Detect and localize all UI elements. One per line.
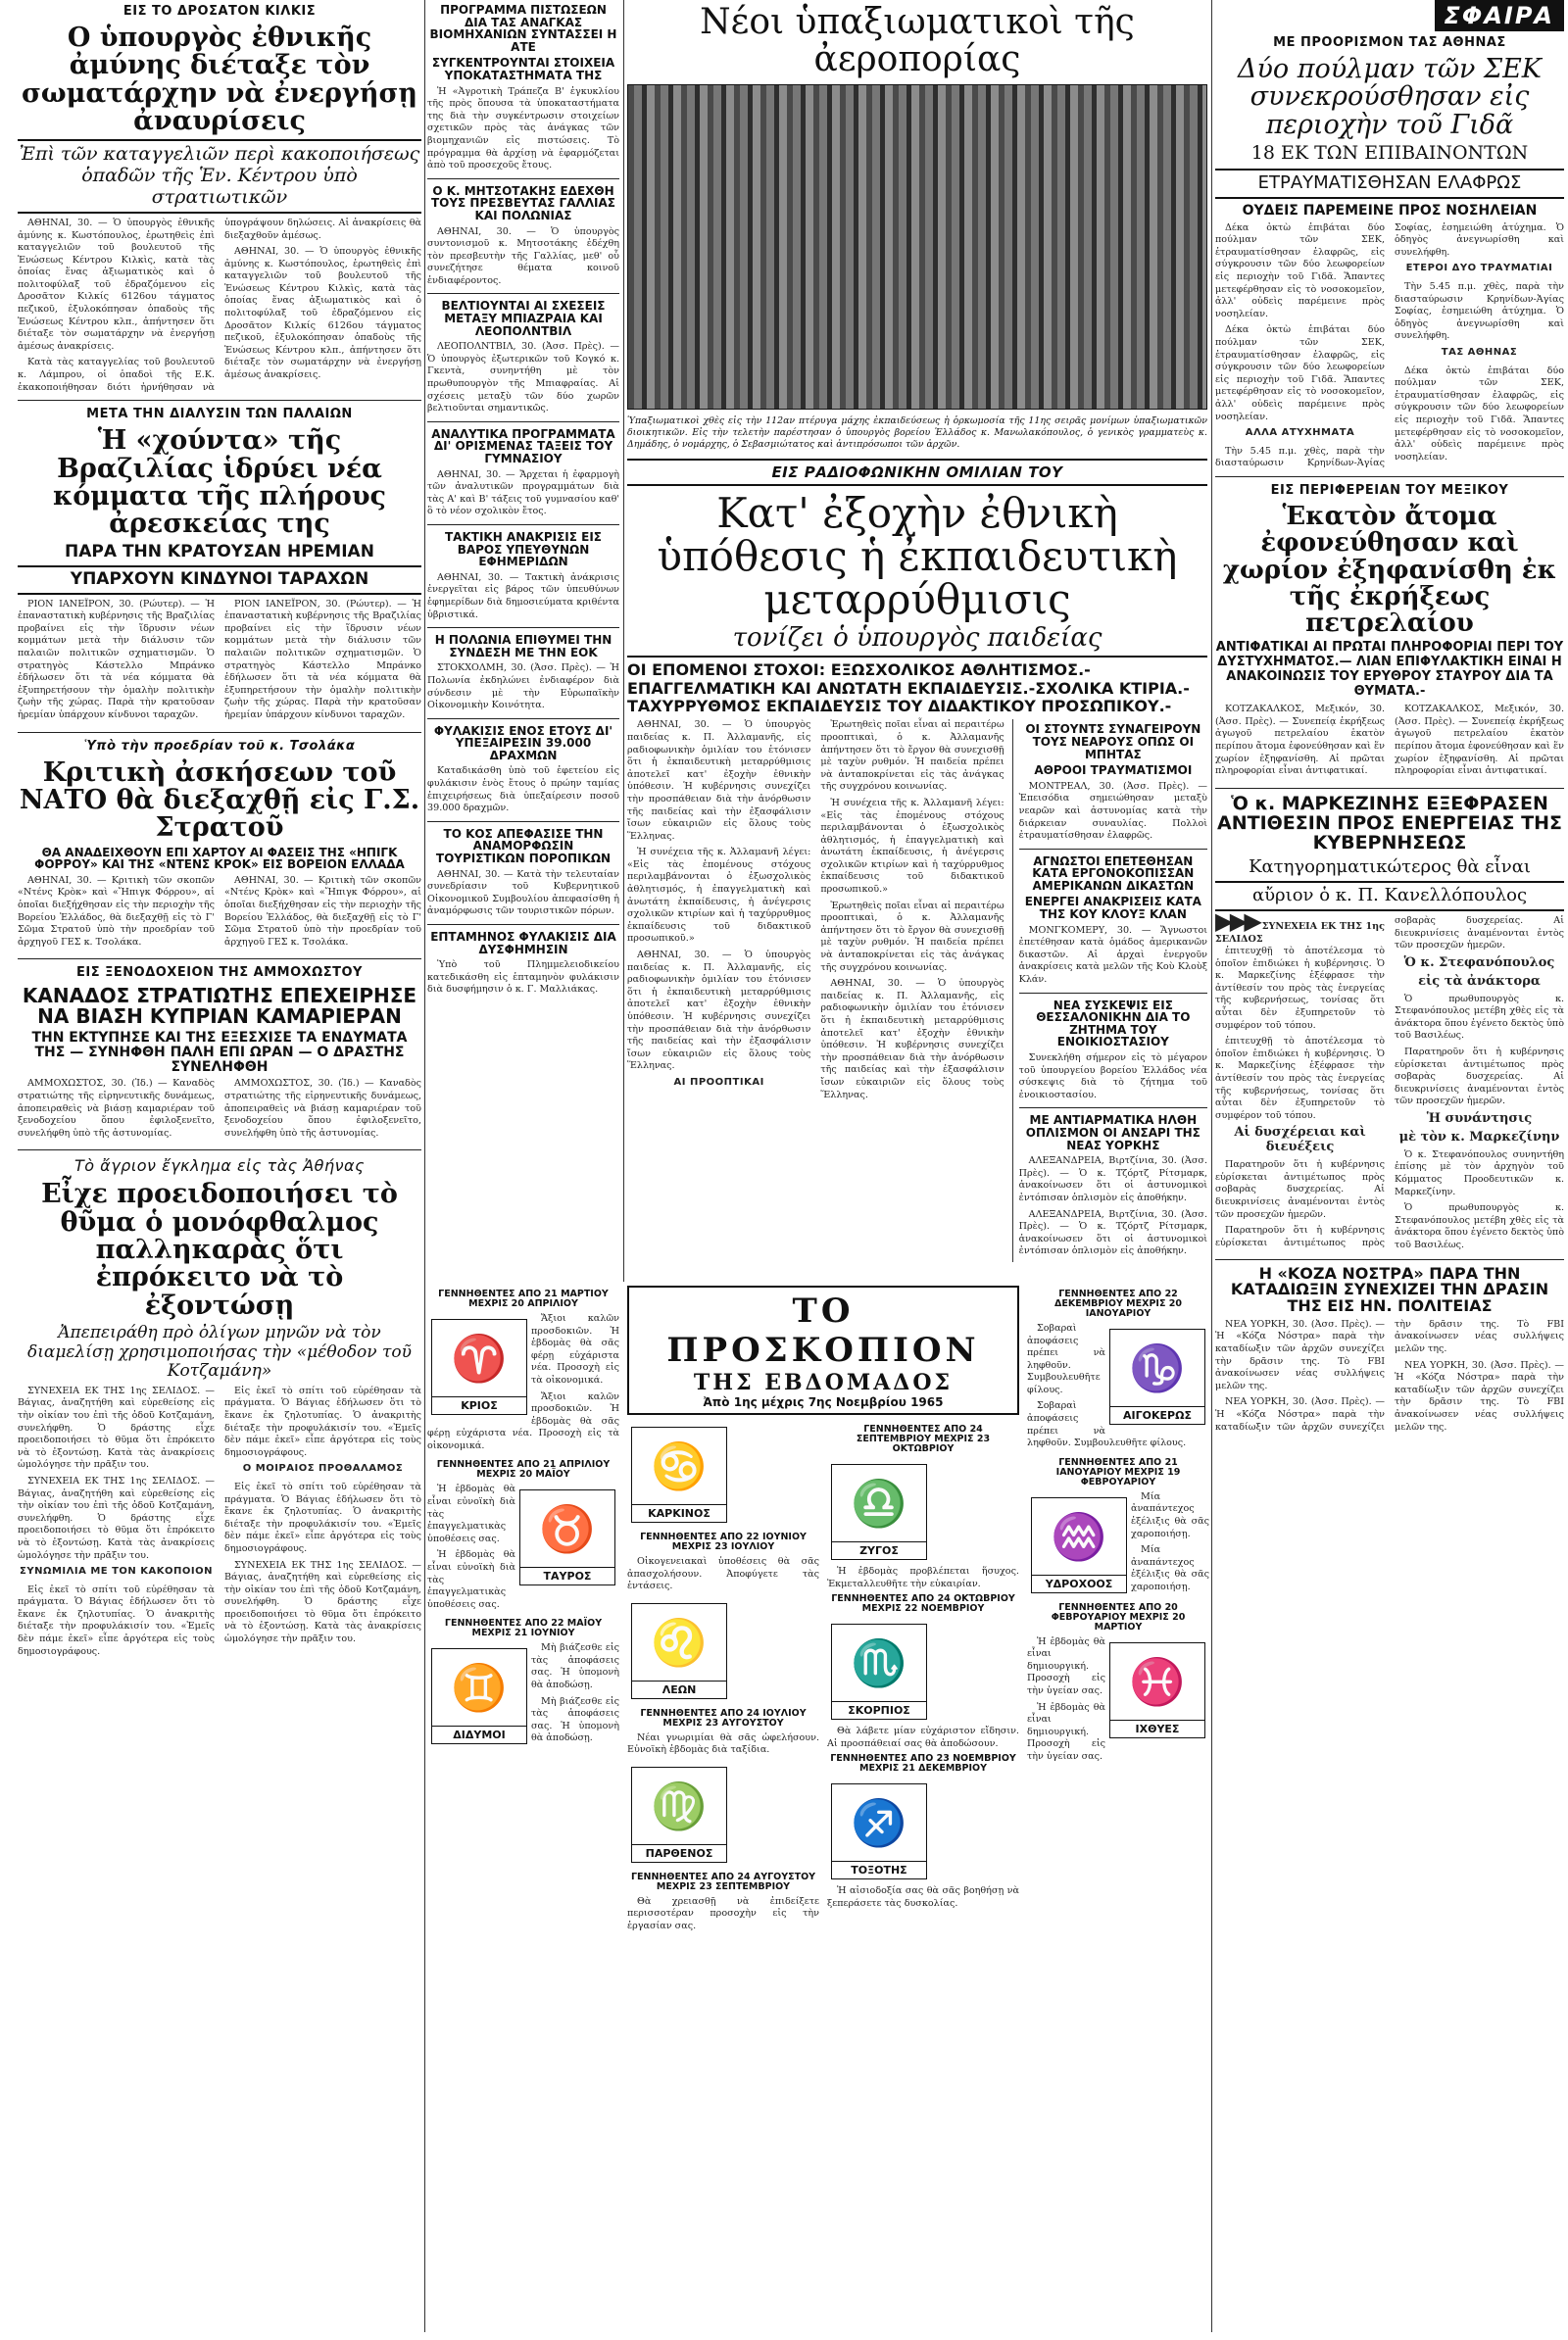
article-gymnasium: ΑΘΗΝΑΙ, 30. — Ἄρχεται ἡ ἐφαρμογὴ τῶν ἀναλυτικῶν προγραμμάτων διὰ τὰς Α' καὶ Β' τάξεις τοῦ γυμνασίου καθ' ὃ τὸ νέον σχολικὸν ἔτος. (427, 468, 619, 517)
subhead-canadian-soldier: ΤΗΝ ΕΚΤΥΠΗΣΕ ΚΑΙ ΤΗΣ ΕΞΕΣΧΙΣΕ ΤΑ ΕΝΔΥΜΑΤΑ ΤΗΣ — ΣΥΝΗΦΘΗ ΠΑΛΗ ΕΠΙ ΩΡΑΝ — Ο ΔΡΑΣΤΗΣ ΣΥΝΕΛΗΦΘΗ (31, 1030, 408, 1075)
headline-minister-defense: Ο ὑπουργὸς ἐθνικῆς ἀμύνης διέταξε τὸν σωματάρχην νὰ ἐνεργήσῃ ἀναυρίσεις (22, 23, 417, 137)
article-judges: ΜΟΝΓΚΟΜΕΡΥ, 30. — Ἄγνωστοι ἐπετέθησαν κατὰ ὁμάδος ἀμερικανῶν δικαστῶν. Αἱ ἀρχαὶ ἐνεργοῦν ἀνακρίσεις κατὰ μελῶν τῆς Κοὺ Κλοὺξ Κλάν. (1018, 924, 1207, 986)
scales-icon: ♎ (851, 1476, 907, 1530)
kicker-montreal: ΟΙ ΣΤΟΥΝΤΣ ΣΥΝΑΓΕΙΡΟΥΝ ΤΟΥΣ ΝΕΑΡΟΥΣ ΟΠΩΣ ΟΙ ΜΠΗΤΑΣ (1025, 722, 1201, 761)
section-logo: ΣΦΑΙΡΑ (1435, 0, 1564, 31)
horoscope-header (627, 1286, 1019, 1415)
subhead-minister-education: τονίζει ὁ ὑπουργὸς παιδείας (732, 622, 1102, 653)
subhead-mexico: ΑΝΤΙΦΑΤΙΚΑΙ ΑΙ ΠΡΩΤΑΙ ΠΛΗΡΟΦΟΡΙΑΙ ΠΕΡΙ ΤΟΥ ΔΥΣΤΥΧΗΜΑΤΟΣ.— ΛΙΑΝ ΕΠΙΦΥΛΑΚΤΙΚΗ ΕΙΝΑΙ Η ΑΝΑΚΟΙΝΩΣΙΣ ΤΟΥ ΕΡΥΘΡΟΥ ΣΤΑΥΡΟΥ ΔΙΑ ΤΑ ΘΥΜΑΤΑ.- (1215, 640, 1564, 700)
column-right (1215, 0, 1564, 2332)
article-thessaloniki: Συνεκλήθη σήμερον εἰς τὸ μέγαρον τοῦ ὑπουργείου βορείου Ἑλλάδος νέα σύσκεψις διὰ τὸ ζήτημα τοῦ ἐνοικιοστασίου. (1018, 1052, 1207, 1100)
crab-icon: ♋ (651, 1439, 708, 1492)
archer-icon: ♐ (851, 1796, 907, 1850)
sign-leon: ♌ ΛΕΩΝ (631, 1603, 727, 1699)
sign-ydroxoos: ♒ ΥΔΡΟΧΟΟΣ (1031, 1497, 1127, 1593)
kicker-thessaloniki: ΝΕΑ ΣΥΣΚΕΨΙΣ ΕΙΣ ΘΕΣΣΑΛΟΝΙΚΗΝ ΔΙΑ ΤΟ ΖΗΤΗΜΑ ΤΟΥ ΕΝΟΙΚΙΟΣΤΑΣΙΟΥ (1036, 998, 1191, 1049)
article-cosa-nostra: ΝΕΑ ΥΟΡΚΗ, 30. (Ἀσσ. Πρὲς). — Ἡ «Κόζα Νόστρα» παρὰ τὴν καταδίωξιν τῶν ἀρχῶν συνεχίζει τὴν δρᾶσιν της. Τὸ FBI ἀνακοίνωσεν νέας συλλήψεις μελῶν της. ΝΕΑ ΥΟΡΚΗ, 30. (Ἀσσ. Πρὲς). — Ἡ «Κόζα Νόστρα» παρὰ τὴν καταδίωξιν τῶν ἀρχῶν συνεχίζει τὴν δρᾶσιν της. Τὸ FBI ἀνακοίνωσεν νέας συλλήψεις μελῶν της. ΝΕΑ ΥΟΡΚΗ, 30. (Ἀσσ. Πρὲς). — Ἡ «Κόζα Νόστρα» παρὰ τὴν καταδίωξιν τῶν ἀρχῶν συνεχίζει τὴν δρᾶσιν της. Τὸ FBI ἀνακοίνωσεν νέας συλλήψεις μελῶν της. (1215, 1318, 1564, 1433)
sign-zygos: ♎ ΖΥΓΟΣ (831, 1464, 927, 1560)
lion-icon: ♌ (651, 1615, 708, 1669)
kicker-poland: Η ΠΟΛΩΝΙΑ ΕΠΙΘΥΜΕΙ ΤΗΝ ΣΥΝΔΕΣΗ ΜΕ ΤΗΝ ΕΟΚ (434, 633, 612, 659)
sign-karkinos: ♋ ΚΑΡΚΙΝΟΣ (631, 1427, 727, 1523)
kicker-athens-bound: ΜΕ ΠΡΟΟΡΙΣΜΟΝ ΤΑΣ ΑΘΗΝΑΣ (1273, 35, 1506, 50)
sign-krios: ♈ ΚΡΙΟΣ (431, 1319, 527, 1415)
subhead-education-goals: ΟΙ ΕΠΟΜΕΝΟΙ ΣΤΟΧΟΙ: ΕΞΩΣΧΟΛΙΚΟΣ ΑΘΛΗΤΙΣΜΟΣ.-ΕΠΑΓΓΕΛΜΑΤΙΚΗ ΚΑΙ ΑΝΩΤΑΤΗ ΕΚΠΑΙΔΕΥΣΙΣ.-ΣΧΟΛΙΚΑ ΚΤΙΡΙΑ.-ΤΑΧΥΡΡΥΘΜΟΣ ΕΚΠΑΙΔΕΥΣΙΣ ΤΟΥ ΔΙΔΑΚΤΙΚΟΥ ΠΡΟΣΩΠΙΚΟΥ.- (627, 656, 1207, 715)
kicker-judges: ΑΓΝΩΣΤΟΙ ΕΠΕΤΕΘΗΣΑΝ ΚΑΤΑ ΕΡΓΟΝΟΚΟΠΙΣΣΑΝ ΑΜΕΡΙΚΑΝΩΝ ΔΙΚΑΣΤΩΝ (1032, 853, 1195, 893)
kicker-kilkis: ΕΙΣ ΤΟ ΔΡΟΣΑΤΟΝ ΚΙΛΚΙΣ (122, 4, 317, 19)
twins-icon: ♊ (451, 1661, 508, 1715)
kicker-ate-program: ΠΡΟΓΡΑΜΜΑ ΠΙΣΤΩΣΕΩΝ ΔΙΑ ΤΑΣ ΑΝΑΓΚΑΣ ΒΙΟΜΗΧΑΝΙΩΝ ΣΥΝΤΑΣΣΕΙ Η ΑΤΕ (429, 3, 617, 54)
kicker-kos: ΤΟ ΚΟΣ ΑΠΕΦΑΣΙΣΕ ΤΗΝ ΑΝΑΜΟΡΦΩΣΙΝ ΤΟΥΡΙΣΤΙΚΩΝ ΠΟΡΟΠΙΚΩΝ (435, 826, 612, 866)
article-kilkis: ΑΘΗΝΑΙ, 30. — Ὁ ὑπουργὸς ἐθνικῆς ἀμύνης κ. Κωστόπουλος, ἐρωτηθεὶς ἐπὶ καταγγελιῶν τοῦ βουλευτοῦ τῆς Ἑνώσεως Κέντρου Κιλκὶς, κατὰ τὰς ὁποίας ἕνας ἀξιωματικὸς καὶ ὁ πολιτοφύλαξ τοῦ ἐδραζόμενου εἰς Δροσᾶτον Κιλκίς 6126ου τάγματος πεζικοῦ, ἐξυλοκόπησαν ὁπαδοὺς τῆς Ἑνώσεως Κέντρου κλπ., ἀπήντησεν ὅτι διέταξε τὸν σωματάρχην νὰ ἐνεργήσῃ ἀμέσως ἀνακρίσεις. Κατὰ τὰς καταγγελίας τοῦ βουλευτοῦ κ. Λάμπρου, οἱ ὁπαδοὶ τῆς Ε.Κ. ἐκακοποιήθησαν διότι ἠρνήθησαν νὰ ὑπογράψουν δηλώσεις. Αἱ ἀνακρίσεις θὰ διεξαχθοῦν ἀμέσως. ΑΘΗΝΑΙ, 30. — Ὁ ὑπουργὸς ἐθνικῆς ἀμύνης κ. Κωστόπουλος, ἐρωτηθεὶς ἐπὶ καταγγελιῶν τοῦ βουλευτοῦ τῆς Ἑνώσεως Κέντρου Κιλκὶς, κατὰ τὰς ὁποίας ἕνας ἀξιωματικὸς καὶ ὁ πολιτοφύλαξ τοῦ ἐδραζόμενου εἰς Δροσᾶτον Κιλκίς 6126ου τάγματος πεζικοῦ, ἐξυλοκόπησαν ὁπαδοὺς τῆς Ἑνώσεως Κέντρου κλπ., ἀπήντησεν ὅτι διέταξε τὸν σωματάρχην νὰ ἐνεργήσῃ ἀμέσως ἀνακρίσεις. (18, 217, 421, 393)
horoscope-dates: Ἀπὸ 1ης μέχρις 7ης Νοεμβρίου 1965 (703, 1395, 944, 1409)
article-nato: ΑΘΗΝΑΙ, 30. — Κριτικὴ τῶν σκοπῶν «Ντένς Κρὸκ» καὶ «Ἤπιγκ Φόρρου», αἱ ὁποῖαι διεξήχθησαν εἰς τὴν περιοχὴν τῆς Βορείου Ἑλλάδος, θὰ διεξαχθῇ εἰς τὸ Γ' Σῶμα Στρατοῦ ὑπὸ τὴν προεδρίαν τοῦ ἀρχηγοῦ ΓΕΣ κ. Τσολάκα. ΑΘΗΝΑΙ, 30. — Κριτικὴ τῶν σκοπῶν «Ντένς Κρὸκ» καὶ «Ἤπιγκ Φόρρου», αἱ ὁποῖαι διεξήχθησαν εἰς τὴν περιοχὴν τῆς Βορείου Ἑλλάδος, θὰ διεξαχθῇ εἰς τὸ Γ' Σῶμα Στρατοῦ ὑπὸ τὴν προεδρίαν τοῦ ἀρχηγοῦ ΓΕΣ κ. Τσολάκα. (18, 874, 421, 948)
water-bearer-icon: ♒ (1051, 1509, 1107, 1563)
horoscope-title: ΤΟ ΠΡΟΣΚΟΠΙΟΝ (666, 1292, 980, 1370)
sign-skorpios: ♏ ΣΚΟΡΠΙΟΣ (831, 1624, 927, 1720)
article-montreal: ΜΟΝΤΡΕΑΛ, 30. (Ἀσσ. Πρὲς). — Ἐπεισόδια σημειώθησαν μεταξὺ νεαρῶν καὶ ἀστυνομίας κατὰ τὴν διάρκειαν συναυλίας. Πολλοὶ ἐτραυματίσθησαν ἐλαφρῶς. (1018, 780, 1207, 842)
subhead-no-hospital: ΟΥΔΕΙΣ ΠΑΡΕΜΕΙΝΕ ΠΡΟΣ ΝΟΣΗΛΕΙΑΝ (1242, 202, 1538, 219)
sign-aigokeros: ♑ ΑΙΓΟΚΕΡΩΣ (1109, 1329, 1205, 1425)
kicker-defamation: ΕΠΤΑΜΗΝΟΣ ΦΥΛΑΚΙΣΙΣ ΔΙΑ ΔΥΣΦΗΜΗΣΙΝ (430, 930, 616, 956)
horoscope-subtitle: ΤΗΣ ΕΒΔΟΜΑΔΟΣ (693, 1370, 954, 1395)
kicker-congo: ΒΕΛΤΙΟΥΝΤΑΙ ΑΙ ΣΧΕΣΕΙΣ ΜΕΤΑΞΥ ΜΠΙΑΖΡΑΙΑ ΚΑΙ ΛΕΟΠΟΛΝΤΒΙΛ (441, 299, 606, 338)
kicker-antitank: ΜΕ ΑΝΤΙΑΡΜΑΤΙΚΑ ΗΛΘΗ ΟΠΛΙΣΜΟΝ ΟΙ ΑΝΣΑΡΙ ΤΗΣ ΝΕΑΣ ΥΟΡΚΗΣ (1025, 1113, 1200, 1152)
headline-buses-collided: Δύο πούλμαν τῶν ΣΕΚ συνεκρούσθησαν εἰς περιοχὴν τοῦ Γιδᾶ (1238, 54, 1542, 140)
subhead-one-eyed: Ἀπεπειράθη πρὸ ὀλίγων μηνῶν νὰ τὸν διαμελίσῃ χρησιμοποιήσας τὴν «μέθοδον τοῦ Κοτζαμάνη» (26, 1323, 413, 1382)
headline-brazil-junta: Ἡ «χούντα» τῆς Βραζιλίας ἱδρύει νέα κόμματα τῆς πλήρους ἀρεσκείας της (53, 425, 386, 540)
photo-air-force-ncos (627, 84, 1207, 410)
caption-air-force: Ὑπαξιωματικοὶ χθὲς εἰς τὴν 112αν πτέρυγα μάχης ἐκπαιδεύσεως ἡ ὁρκωμοσία τῆς 11ης σειρᾶς μονίμων ὑπαξιωματικῶν διοικητικῶν. Εἰς τὴν τελετὴν παρέστησαν ὁ ὑπουργὸς βορείου Ἑλλάδος κ. Μανωλακόπουλος, ὁ γενικὸς γραμματεὺς κ. Δημάδης, ὁ νομάρχης, ὁ Σεβασμιώτατος καὶ ἀντιπρόσωποι τῶν ἀρχῶν. (627, 414, 1207, 450)
headline-markezinis: Ὁ κ. ΜΑΡΚΕΖΙΝΗΣ ΕΞΕΦΡΑΣΕΝ ΑΝΤΙΘΕΣΙΝ ΠΡΟΣ ΕΝΕΡΓΕΙΑΣ ΤΗΣ ΚΥΒΕΡΝΗΣΕΩΣ (1217, 792, 1562, 853)
article-kos: ΑΘΗΝΑΙ, 30. — Κατὰ τὴν τελευταίαν συνεδρίασιν τοῦ Κυβερνητικοῦ Οἰκονομικοῦ Συμβουλίου ἀπεφασίσθη ἡ ἀναμόρφωσις τῶν τουριστικῶν πόρων. (427, 868, 619, 917)
sign-toxotis: ♐ ΤΟΞΟΤΗΣ (831, 1783, 927, 1879)
arrow-icon: ▶▶▶ (1215, 905, 1259, 935)
column-briefs (427, 0, 619, 1282)
kicker-ammochostos: ΕΙΣ ΞΕΝΟΔΟΧΕΙΟΝ ΤΗΣ ΑΜΜΟΧΩΣΤΟΥ (76, 965, 363, 981)
headline-education-reform: Κατ' ἐξοχὴν ἐθνικὴ ὑπόθεσις ἡ ἐκπαιδευτικὴ μεταρρύθμισις (657, 488, 1178, 623)
kicker-radio: ΕΙΣ ΡΑΔΙΟΦΩΝΙΚΗΝ ΟΜΙΛΙΑΝ ΤΟΥ (627, 459, 1207, 486)
article-brazil: ΡΙΟΝ ΙΑΝΕΪΡΟΝ, 30. (Ρώυτερ). — Ἡ ἐπαναστατικὴ κυβέρνησις τῆς Βραζιλίας προβαίνει εἰς τὴν ἵδρυσιν νέων κομμάτων μετὰ τὴν διάλυσιν τῶν παλαιῶν πολιτικῶν σχηματισμῶν. Ὁ στρατηγὸς Κάστελλο Μπράνκο ἐδήλωσεν ὅτι τὰ νέα κόμματα θὰ ἐξυπηρετήσουν τὴν ὁμαλὴν πολιτικὴν ζωὴν τῆς χώρας. Παρὰ τὴν κρατοῦσαν ἠρεμίαν ὑπάρχουν κίνδυνοι ταραχῶν. ΡΙΟΝ ΙΑΝΕΪΡΟΝ, 30. (Ρώυτερ). — Ἡ ἐπαναστατικὴ κυβέρνησις τῆς Βραζιλίας προβαίνει εἰς τὴν ἵδρυσιν νέων κομμάτων μετὰ τὴν διάλυσιν τῶν παλαιῶν πολιτικῶν σχηματισμῶν. Ὁ στρατηγὸς Κάστελλο Μπράνκο ἐδήλωσεν ὅτι τὰ νέα κόμματα θὰ ἐξυπηρετήσουν τὴν ὁμαλὴν πολιτικὴν ζωὴν τῆς χώρας. Παρὰ τὴν κρατοῦσαν ἠρεμίαν ὑπάρχουν κίνδυνοι ταραχῶν. (18, 598, 421, 721)
headline-one-eyed: Εἶχε προειδοποιήσει τὸ θῦμα ὁ μονόφθαλμος παλληκαρὰς ὅτι ἐπρόκειτο νὰ τὸ ἐξοντώσῃ (41, 1179, 398, 1321)
article-poland: ΣΤΟΚΧΟΛΜΗ, 30. (Ἀσσ. Πρὲς). — Ἡ Πολωνία ἐκδηλώνει ἐνδιαφέρον διὰ σύνδεσιν μὲ τὴν Εὐρωπαϊκὴν Οἰκονομικὴν Κοινότητα. (427, 662, 619, 711)
subhead-brazil-risk: ΥΠΑΡΧΟΥΝ ΚΙΝΔΥΝΟΙ ΤΑΡΑΧΩΝ (18, 565, 421, 595)
kicker-brazil: ΜΕΤΑ ΤΗΝ ΔΙΑΛΥΣΙΝ ΤΩΝ ΠΑΛΑΙΩΝ (86, 407, 353, 422)
subhead-brazil-calm: ΠΑΡΑ ΤΗΝ ΚΡΑΤΟΥΣΑΝ ΗΡΕΜΙΑΝ (65, 541, 374, 561)
bull-icon: ♉ (539, 1502, 596, 1556)
article-one-eyed: ΣΥΝΕΧΕΙΑ ΕΚ ΤΗΣ 1ης ΣΕΛΙΔΟΣ. — Βάγιας, ἀναζητήθη καὶ εὑρεθείσης εἰς τὴν οἰκίαν του ἐπὶ τῆς ὁδοῦ Κοτζαμάνη, συνελήφθη. Ὁ δράστης εἶχε προειδοποιήσει τὸ θῦμα ὅτι ἐπρόκειτο νὰ τὸ ἐξοντώσῃ. Κατὰ τὰς ἀνακρίσεις ὡμολόγησε τὴν πρᾶξιν του. ΣΥΝΕΧΕΙΑ ΕΚ ΤΗΣ 1ης ΣΕΛΙΔΟΣ. — Βάγιας, ἀναζητήθη καὶ εὑρεθείσης εἰς τὴν οἰκίαν του ἐπὶ τῆς ὁδοῦ Κοτζαμάνη, συνελήφθη. Ὁ δράστης εἶχε προειδοποιήσει τὸ θῦμα ὅτι ἐπρόκειτο νὰ τὸ ἐξοντώσῃ. Κατὰ τὰς ἀνακρίσεις ὡμολόγησε τὴν πρᾶξιν του. ΣΥΝΩΜΙΛΙΑ ΜΕ ΤΟΝ ΚΑΚΟΠΟΙΟΝ Εἰς ἐκεῖ τὸ σπίτι τοῦ εὑρέθησαν τὰ πράγματα. Ὁ Βάγιας ἐδήλωσεν ὅτι τὸ ἔκανε ἐκ ζηλοτυπίας. Ὁ ἀνακριτὴς διέταξε τὴν προφυλάκισίν του. «Ἐμεῖς δὲν πάμε ἐκεῖ» εἶπε ἀργότερα εἰς τοὺς δημοσιογράφους. Εἰς ἐκεῖ τὸ σπίτι τοῦ εὑρέθησαν τὰ πράγματα. Ὁ Βάγιας ἐδήλωσεν ὅτι τὸ ἔκανε ἐκ ζηλοτυπίας. Ὁ ἀνακριτὴς διέταξε τὴν προφυλάκισίν του. «Ἐμεῖς δὲν πάμε ἐκεῖ» εἶπε ἀργότερα εἰς τοὺς δημοσιογράφους. Ο ΜΟΙΡΑΙΟΣ ΠΡΟΘΑΛΑΜΟΣ Εἰς ἐκεῖ τὸ σπίτι τοῦ εὑρέθησαν τὰ πράγματα. Ὁ Βάγιας ἐδήλωσεν ὅτι τὸ ἔκανε ἐκ ζηλοτυπίας. Ὁ ἀνακριτὴς διέταξε τὴν προφυλάκισίν του. «Ἐμεῖς δὲν πάμε ἐκεῖ» εἶπε ἀργότερα εἰς τοὺς δημοσιογράφους. ΣΥΝΕΧΕΙΑ ΕΚ ΤΗΣ 1ης ΣΕΛΙΔΟΣ. — Βάγιας, ἀναζητήθη καὶ εὑρεθείσης εἰς τὴν οἰκίαν του ἐπὶ τῆς ὁδοῦ Κοτζαμάνη, συνελήφθη. Ὁ δράστης εἶχε προειδοποιήσει τὸ θῦμα ὅτι ἐπρόκειτο νὰ τὸ ἐξοντώσῃ. Κατὰ τὰς ἀνακρίσεις ὡμολόγησε τὴν πρᾶξιν του. (18, 1385, 421, 1657)
kicker-ate-branches: ΣΥΓΚΕΝΤΡΟΥΝΤΑΙ ΣΤΟΙΧΕΙΑ ΥΠΟΚΑΤΑΣΤΗΜΑΤΑ ΤΗΣ (431, 56, 615, 82)
kicker-gymnasium: ΑΝΑΛΥΤΙΚΑ ΠΡΟΓΡΑΜΜΑΤΑ ΔΙ' ΟΡΙΣΜΕΝΑΣ ΤΑΞΕΙΣ ΤΟΥ ΓΥΜΝΑΣΙΟΥ (431, 426, 615, 465)
article-defamation: Ὑπὸ τοῦ Πλημμελειοδικείου κατεδικάσθη εἰς ἑπταμηνὸν φυλάκισιν διὰ δυσφήμησιν ὁ κ. Γ. Μαλλιάκας. (427, 959, 619, 996)
article-embezzlement: Καταδικάσθη ὑπὸ τοῦ ἐφετείου εἰς φυλάκισιν ἑνὸς ἔτους ὁ πρώην ταμίας ἐπιχειρήσεως διὰ ὑπεξαίρεσιν ποσοῦ 39.000 δραχμῶν. (427, 765, 619, 814)
kicker-athens-crime: Τὸ ἄγριον ἔγκλημα εἰς τὰς Ἀθήνας (74, 1156, 365, 1176)
subhead-passengers: 18 ΕΚ ΤΩΝ ΕΠΙΒΑΙΝΟΝΤΩΝ (1250, 142, 1529, 165)
article-education: ΑΘΗΝΑΙ, 30. — Ὁ ὑπουργὸς παιδείας κ. Π. Ἀλλαμανῆς, εἰς ραδιοφωνικὴν ὁμιλίαν του ἐτόνισεν ὅτι ἡ ἐκπαιδευτικὴ μεταρρύθμισις ἀποτελεῖ κατ' ἐξοχὴν ἐθνικὴν ὑπόθεσιν. Ἡ κυβέρνησις συνεχίζει τὴν προσπάθειαν διὰ τὴν ἀνόρθωσιν τῆς παιδείας καὶ τὴν ἐξασφάλισιν ἴσων εὐκαιριῶν εἰς ὅλους τοὺς Ἕλληνας. Ἡ συνέχεια τῆς κ. Ἀλλαμανῆ λέγει: «Εἰς τὰς ἐπομένους στόχους περιλαμβάνονται ὁ ἐξωσχολικὸς ἀθλητισμός, ἡ ἐπαγγελματικὴ καὶ ἀνωτάτη ἐκπαίδευσις, ἡ ἀνέγερσις σχολικῶν κτιρίων καὶ ἡ ταχύρρυθμος ἐκπαίδευσις τοῦ διδακτικοῦ προσωπικοῦ.» ΑΘΗΝΑΙ, 30. — Ὁ ὑπουργὸς παιδείας κ. Π. Ἀλλαμανῆς, εἰς ραδιοφωνικὴν ὁμιλίαν του ἐτόνισεν ὅτι ἡ ἐκπαιδευτικὴ μεταρρύθμισις ἀποτελεῖ κατ' ἐξοχὴν ἐθνικὴν ὑπόθεσιν. Ἡ κυβέρνησις συνεχίζει τὴν προσπάθειαν διὰ τὴν ἀνόρθωσιν τῆς παιδείας καὶ τὴν ἐξασφάλισιν ἴσων εὐκαιριῶν εἰς ὅλους τοὺς Ἕλληνας. ΑΙ ΠΡΟΟΠΤΙΚΑΙ Ἐρωτηθεὶς ποῖαι εἶναι αἱ περαιτέρω προοπτικαὶ, ὁ κ. Ἀλλαμανῆς ἀπήντησεν ὅτι τὸ ἔργον θὰ συνεχισθῇ μὲ ταχὺν ρυθμόν. Ἡ παιδεία πρέπει νὰ ἀνταποκρίνεται εἰς τὰς ἀνάγκας τῆς συγχρόνου κοινωνίας. Ἡ συνέχεια τῆς κ. Ἀλλαμανῆ λέγει: «Εἰς τὰς ἐπομένους στόχους περιλαμβάνονται ὁ ἐξωσχολικὸς ἀθλητισμός, ἡ ἐπαγγελματικὴ καὶ ἀνωτάτη ἐκπαίδευσις, ἡ ἀνέγερσις σχολικῶν κτιρίων καὶ ἡ ταχύρρυθμος ἐκπαίδευσις τοῦ διδακτικοῦ προσωπικοῦ.» Ἐρωτηθεὶς ποῖαι εἶναι αἱ περαιτέρω προοπτικαὶ, ὁ κ. Ἀλλαμανῆς ἀπήντησεν ὅτι τὸ ἔργον θὰ συνεχισθῇ μὲ ταχὺν ρυθμόν. Ἡ παιδεία πρέπει νὰ ἀνταποκρίνεται εἰς τὰς ἀνάγκας τῆς συγχρόνου κοινωνίας. ΑΘΗΝΑΙ, 30. — Ὁ ὑπουργὸς παιδείας κ. Π. Ἀλλαμανῆς, εἰς ραδιοφωνικὴν ὁμιλίαν του ἐτόνισεν ὅτι ἡ ἐκπαιδευτικὴ μεταρρύθμισις ἀποτελεῖ κατ' ἐξοχὴν ἐθνικὴν ὑπόθεσιν. Ἡ κυβέρνησις συνεχίζει τὴν προσπάθειαν διὰ τὴν ἀνόρθωσιν τῆς παιδείας καὶ τὴν ἐξασφάλισιν ἴσων εὐκαιριῶν εἰς ὅλους τοὺς Ἕλληνας. (627, 719, 1004, 1100)
kicker-embezzlement: ΦΥΛΑΚΙΣΙΣ ΕΝΟΣ ΕΤΟΥΣ ΔΙ' ΥΠΕΞΑΙΡΕΣΙΝ 39.000 ΔΡΑΧΜΩΝ (433, 723, 613, 762)
headline-air-force: Νέοι ὑπαξιωματικοὶ τῆς ἀεροπορίας (700, 2, 1135, 79)
column-center (627, 0, 1207, 1282)
fish-icon: ♓ (1129, 1654, 1186, 1708)
subhead-injured-lightly: ΕΤΡΑΥΜΑΤΙΣΘΗΣΑΝ ΕΛΑΦΡΩΣ (1215, 169, 1564, 199)
headline-cosa-nostra: Η «ΚΟΖΑ ΝΟΣΤΡΑ» ΠΑΡΑ ΤΗΝ ΚΑΤΑΔΙΩΞΙΝ ΣΥΝΕΧΙΖΕΙ ΤΗΝ ΔΡΑΣΙΝ ΤΗΣ ΕΙΣ ΗΝ. ΠΟΛΙΤΕΙΑΣ (1230, 1263, 1549, 1316)
article-newspapers: ΑΘΗΝΑΙ, 30. — Τακτικὴ ἀνάκρισις ἐνεργεῖται εἰς βάρος τῶν ὑπευθύνων ἐφημερίδων διὰ δημοσιεύματα κριθέντα ὑβριστικά. (427, 571, 619, 620)
ram-icon: ♈ (451, 1331, 508, 1385)
article-ate: Ἡ «Ἀγροτικὴ Τράπεζα Β' ἐγκυκλίου τῆς πρὸς ὅπουσα τὰ ὑποκαταστήματα της διὰ τὴν συγκέντρωσιν στοιχείων σχετικῶν πρὸς τὰς ἀνάγκας τῶν βιομηχανιῶν εἰς πιστώσεις. Τὸ πρόγραμμα θὰ ἀρχίσῃ νὰ ἐφαρμόζεται ἀπὸ τοῦ προσεχοῦς ἔτους. (427, 85, 619, 171)
article-antitank: ΑΛΕΞΑΝΔΡΕΙΑ, Βιρτζίνια, 30. (Ἀσσ. Πρὲς). — Ὁ κ. Τζόρτζ Ρίτσμαρκ, ἀνακοίνωσεν ὅτι οἱ ἀστυνομικοὶ ἐντόπισαν ὁπλισμὸν εἰς ἀποθήκην. ΑΛΕΞΑΝΔΡΕΙΑ, Βιρτζίνια, 30. (Ἀσσ. Πρὲς). — Ὁ κ. Τζόρτζ Ρίτσμαρκ, ἀνακοίνωσεν ὅτι οἱ ἀστυνομικοὶ ἐντόπισαν ὁπλισμὸν εἰς ἀποθήκην. (1018, 1155, 1207, 1257)
subhead-more-categorical: Κατηγορηματικώτερος θὰ εἶναι (1249, 855, 1531, 877)
article-buses: Δέκα ὀκτὼ ἐπιβάται δύο πούλμαν τῶν ΣΕΚ, ἐτραυματίσθησαν ἐλαφρῶς, εἰς σύγκρουσιν τῶν δύο λεωφορείων εἰς περιοχὴν τοῦ Γιδᾶ. Ἅπαντες μετεφέρθησαν εἰς τὸ νοσοκομεῖον, ἀλλ' οὐδεὶς παρέμεινε πρὸς νοσηλείαν. Δέκα ὀκτὼ ἐπιβάται δύο πούλμαν τῶν ΣΕΚ, ἐτραυματίσθησαν ἐλαφρῶς, εἰς σύγκρουσιν τῶν δύο λεωφορείων εἰς περιοχὴν τοῦ Γιδᾶ. Ἅπαντες μετεφέρθησαν εἰς τὸ νοσοκομεῖον, ἀλλ' οὐδεὶς παρέμεινε πρὸς νοσηλείαν. ΑΛΛΑ ΑΤΥΧΗΜΑΤΑ Τὴν 5.45 π.μ. χθὲς, παρὰ τὴν διασταύρωσιν Κρηνίδων-Ἁγίας Σοφίας, ἐσημειώθη ἀτύχημα. Ὁ ὁδηγὸς ἀνεγνωρίσθη καὶ συνελήφθη. ΕΤΕΡΟΙ ΔΥΟ ΤΡΑΥΜΑΤΙΑΙ Τὴν 5.45 π.μ. χθὲς, παρὰ τὴν διασταύρωσιν Κρηνίδων-Ἁγίας Σοφίας, ἐσημειώθη ἀτύχημα. Ὁ ὁδηγὸς ἀνεγνωρίσθη καὶ συνελήφθη. ΤΑΣ ΑΘΗΝΑΣ Δέκα ὀκτὼ ἐπιβάται δύο πούλμαν τῶν ΣΕΚ, ἐτραυματίσθησαν ἐλαφρῶς, εἰς σύγκρουσιν τῶν δύο λεωφορείων εἰς περιοχὴν τοῦ Γιδᾶ. Ἅπαντες μετεφέρθησαν εἰς τὸ νοσοκομεῖον, ἀλλ' οὐδεὶς παρέμεινε πρὸς νοσηλείαν. (1215, 221, 1564, 469)
subhead-nato: ΘΑ ΑΝΑΔΕΙΧΘΟΥΝ ΕΠΙ ΧΑΡΤΟΥ ΑΙ ΦΑΣΕΙΣ ΤΗΣ «ΗΠΙΓΚ ΦΟΡΡΟΥ» ΚΑΙ ΤΗΣ «ΝΤΕΝΣ ΚΡΟΚ» ΕΙΣ ΒΟΡΕΙΟΝ ΕΛΛΑΔΑ (34, 845, 405, 872)
subhead-kanellopoulos: αὔριον ὁ κ. Π. Κανελλόπουλος (1215, 881, 1564, 911)
headline-nato-critique: Κριτικὴ ἀσκήσεων τοῦ ΝΑΤΟ θὰ διεξαχθῇ εἰς Γ.Σ. Στρατοῦ (19, 756, 420, 844)
sign-tavros: ♉ ΤΑΥΡΟΣ (519, 1489, 615, 1585)
kicker-tsolakas: Ὑπὸ τὴν προεδρίαν τοῦ κ. Τσολάκα (83, 738, 356, 754)
kicker-mitsotakis: Ο Κ. ΜΗΤΣΟΤΑΚΗΣ ΕΔΕΧΘΗ ΤΟΥΣ ΠΡΕΣΒΕΥΤΑΣ ΓΑΛΛΙΑΣ ΚΑΙ ΠΟΛΩΝΙΑΣ (430, 183, 616, 222)
sign-parthenos: ♍ ΠΑΡΘΕΝΟΣ (631, 1767, 727, 1863)
kicker-kkk: ΕΝΕΡΓΕΙ ΑΝΑΚΡΙΣΕΙΣ ΚΑΤΑ ΤΗΣ ΚΟΥ ΚΛΟΥΞ ΚΛΑΝ (1024, 895, 1201, 922)
horoscope-section: ΓΕΝΝΗΘΕΝΤΕΣ ΑΠΟ 21 ΜΑΡΤΙΟΥ ΜΕΧΡΙΣ 20 ΑΠΡΙΛΙΟΥ ♈ ΚΡΙΟΣ Ἄξιοι καλῶν προσδοκιῶν. Ἡ ἑβδομὰς θὰ σᾶς φέρῃ εὐχάριστα νέα. Προσοχὴ εἰς τὰ οἰκονομικά. Ἄξιοι καλῶν προσδοκιῶν. Ἡ ἑβδομὰς θὰ σᾶς φέρῃ εὐχάριστα νέα. Προσοχὴ εἰς τὰ οἰκονομικά. ΓΕΝΝΗΘΕΝΤΕΣ ΑΠΟ 21 ΑΠΡΙΛΙΟΥ ΜΕΧΡΙΣ 20 ΜΑΪΟΥ ♉ ΤΑΥΡΟΣ Ἡ ἑβδομὰς θὰ εἶναι εὐνοϊκὴ διὰ τὰς ἐπαγγελματικὰς ὑποθέσεις σας. Ἡ ἑβδομὰς θὰ εἶναι εὐνοϊκὴ διὰ τὰς ἐπαγγελματικὰς ὑποθέσεις σας. ΓΕΝΝΗΘΕΝΤΕΣ ΑΠΟ 22 ΜΑΪΟΥ ΜΕΧΡΙΣ 21 ΙΟΥΝΙΟΥ ♊ ΔΙΔΥΜΟΙ Μὴ βιάζεσθε εἰς τὰς ἀποφάσεις σας. Ἡ ὑπομονὴ θὰ ἀποδώσῃ. Μὴ βιάζεσθε εἰς τὰς ἀποφάσεις σας. Ἡ ὑπομονὴ θὰ ἀποδώσῃ. ΤΟ ΠΡΟΣΚΟΠΙΟΝ ΤΗΣ ΕΒΔΟΜΑΔΟΣ Ἀπὸ 1ης μέχρις 7ης Νοεμβρίου 1965 ♋ ΚΑΡΚΙΝΟΣ ΓΕΝΝΗΘΕΝΤΕΣ ΑΠΟ 22 ΙΟΥΝΙΟΥ ΜΕΧΡΙΣ 23 ΙΟΥΛΙΟΥ Οἰκογενειακαὶ ὑποθέσεις θὰ σᾶς ἀπασχολήσουν. Ἀποφύγετε τὰς ἐντάσεις. ♌ ΛΕΩΝ ΓΕΝΝΗΘΕΝΤΕΣ ΑΠΟ 24 ΙΟΥΛΙΟΥ ΜΕΧΡΙΣ 23 ΑΥΓΟΥΣΤΟΥ Νέαι γνωριμίαι θὰ σᾶς ὠφελήσουν. Εὐνοϊκὴ ἑβδομὰς διὰ ταξίδια. ♍ ΠΑΡΘΕΝΟΣ ΓΕΝΝΗΘΕΝΤΕΣ ΑΠΟ 24 ΑΥΓΟΥΣΤΟΥ ΜΕΧΡΙΣ 23 ΣΕΠΤΕΜΒΡΙΟΥ Θὰ χρειασθῇ νὰ ἐπιδείξετε περισσοτέραν προσοχὴν εἰς τὴν ἐργασίαν σας. ΓΕΝΝΗΘΕΝΤΕΣ ΑΠΟ 24 ΣΕΠΤΕΜΒΡΙΟΥ ΜΕΧΡΙΣ 23 ΟΚΤΩΒΡΙΟΥ ♎ ΖΥΓΟΣ Ἡ ἑβδομὰς προβλέπεται ἥσυχος. Ἐκμεταλλευθῆτε τὴν εὐκαιρίαν. ΓΕΝΝΗΘΕΝΤΕΣ ΑΠΟ 24 ΟΚΤΩΒΡΙΟΥ ΜΕΧΡΙΣ 22 ΝΟΕΜΒΡΙΟΥ ♏ ΣΚΟΡΠΙΟΣ Θὰ λάβετε μίαν εὐχάριστον εἴδησιν. Αἱ προσπάθειαί σας θὰ ἀποδώσουν. ΓΕΝΝΗΘΕΝΤΕΣ ΑΠΟ 23 ΝΟΕΜΒΡΙΟΥ ΜΕΧΡΙΣ 21 ΔΕΚΕΜΒΡΙΟΥ ♐ ΤΟΞΟΤΗΣ Ἡ αἰσιοδοξία σας θὰ σᾶς βοηθήσῃ νὰ ξεπεράσετε τὰς δυσκολίας. ΓΕΝΝΗΘΕΝΤΕΣ ΑΠΟ 22 ΔΕΚΕΜΒΡΙΟΥ ΜΕΧΡΙΣ 20 ΙΑΝΟΥΑΡΙΟΥ ♑ ΑΙΓΟΚΕΡΩΣ Σοβαραὶ ἀποφάσεις πρέπει νὰ ληφθοῦν. Συμβουλευθῆτε φίλους. Σοβαραὶ ἀποφάσεις πρέπει νὰ ληφθοῦν. Συμβουλευθῆτε φίλους. ΓΕΝΝΗΘΕΝΤΕΣ ΑΠΟ 21 ΙΑΝΟΥΑΡΙΟΥ ΜΕΧΡΙΣ 19 ΦΕΒΡΟΥΑΡΙΟΥ ♒ ΥΔΡΟΧΟΟΣ Μία ἀναπάντεχος ἐξέλιξις θὰ σᾶς χαροποιήσῃ. Μία ἀναπάντεχος ἐξέλιξις θὰ σᾶς χαροποιήσῃ. ΓΕΝΝΗΘΕΝΤΕΣ ΑΠΟ 20 ΦΕΒΡΟΥΑΡΙΟΥ ΜΕΧΡΙΣ 20 ΜΑΡΤΙΟΥ ♓ ΙΧΘΥΕΣ Ἡ ἑβδομὰς θὰ εἶναι δημιουργική. Προσοχὴ εἰς τὴν ὑγείαν σας. Ἡ ἑβδομὰς θὰ εἶναι δημιουργική. Προσοχὴ εἰς τὴν ὑγείαν σας. (427, 1286, 1209, 2334)
scorpion-icon: ♏ (851, 1636, 907, 1690)
sign-ixthyes: ♓ ΙΧΘΥΕΣ (1109, 1642, 1205, 1738)
column-left (18, 0, 421, 2332)
article-mexico: ΚΟΤΖΑΚΑΛΚΟΣ, Μεξικόν, 30. (Ἀσσ. Πρὲς). — Συνεπείᾳ ἐκρήξεως ἀγωγοῦ πετρελαίου ἑκατὸν περίπου ἄτομα ἐφονεύθησαν καὶ ἕν χωρίον ἐξηφανίσθη. Αἱ πρῶται πληροφορίαι εἶναι ἀντιφατικαί. ΚΟΤΖΑΚΑΛΚΟΣ, Μεξικόν, 30. (Ἀσσ. Πρὲς). — Συνεπείᾳ ἐκρήξεως ἀγωγοῦ πετρελαίου ἑκατὸν περίπου ἄτομα ἐφονεύθησαν καὶ ἕν χωρίον ἐξηφανίσθη. Αἱ πρῶται πληροφορίαι εἶναι ἀντιφατικαί. (1215, 704, 1564, 777)
article-markezinis: ▶▶▶ ΣΥΝΕΧΕΙΑ ΕΚ ΤΗΣ 1ης ΣΕΛΙΔΟΣ ἐπιτευχθῇ τὸ ἀποτέλεσμα τὸ ὁποῖον ἐπιδιώκει ἡ κυβέρνησις. Ὁ κ. Μαρκεζίνης ἐξέφρασε τὴν ἀντίθεσίν του πρὸς τὰς ἐνεργείας τῆς κυβερνήσεως, τονίσας ὅτι αὗται δὲν ἐξυπηρετοῦν τὸ συμφέρον τοῦ τόπου. ἐπιτευχθῇ τὸ ἀποτέλεσμα τὸ ὁποῖον ἐπιδιώκει ἡ κυβέρνησις. Ὁ κ. Μαρκεζίνης ἐξέφρασε τὴν ἀντίθεσίν του πρὸς τὰς ἐνεργείας τῆς κυβερνήσεως, τονίσας ὅτι αὗται δὲν ἐξυπηρετοῦν τὸ συμφέρον τοῦ τόπου. Αἱ δυσχέρειαι καὶ διευέξεις Παρατηροῦν ὅτι ἡ κυβέρνησις εὑρίσκεται ἀντιμέτωπος πρὸς σοβαρὰς δυσχερείας. Αἱ διευκρινίσεις ἀναμένονται ἐντὸς τῶν προσεχῶν ἡμερῶν. Παρατηροῦν ὅτι ἡ κυβέρνησις εὑρίσκεται ἀντιμέτωπος πρὸς σοβαρὰς δυσχερείας. Αἱ διευκρινίσεις ἀναμένονται ἐντὸς τῶν προσεχῶν ἡμερῶν. Ὁ κ. Στεφανόπουλος εἰς τὰ ἀνάκτορα Ὁ πρωθυπουργὸς κ. Στεφανόπουλος μετέβη χθὲς εἰς τὰ ἀνάκτορα ὅπου ἐγένετο δεκτὸς ὑπὸ τοῦ Βασιλέως. Παρατηροῦν ὅτι ἡ κυβέρνησις εὑρίσκεται ἀντιμέτωπος πρὸς σοβαρὰς δυσχερείας. Αἱ διευκρινίσεις ἀναμένονται ἐντὸς τῶν προσεχῶν ἡμερῶν. Ἡ συνάντησις μὲ τὸν κ. Μαρκεζίνην Ὁ κ. Στεφανόπουλος συνηντήθη ἐπίσης μὲ τὸν ἀρχηγὸν τοῦ Κόμματος Προοδευτικῶν κ. Μαρκεζίνην. Ὁ πρωθυπουργὸς κ. Στεφανόπουλος μετέβη χθὲς εἰς τὰ ἀνάκτορα ὅπου ἐγένετο δεκτὸς ὑπὸ τοῦ Βασιλέως. (1215, 905, 1564, 1250)
subhead-kilkis: Ἐπὶ τῶν καταγγελιῶν περὶ κακοποιήσεως ὁπαδῶν τῆς Ἑν. Κέντρου ὑπὸ στρατιωτικῶν (18, 139, 421, 214)
kicker-injuries: ΑΘΡΟΟΙ ΤΡΑΥΜΑΤΙΣΜΟΙ (1034, 763, 1193, 778)
article-congo: ΛΕΟΠΟΛΝΤΒΙΛ, 30. (Ἀσσ. Πρὲς). — Ὁ ὑπουργὸς ἐξωτερικῶν τοῦ Κογκό κ. Γκεντὰ, συνηντήθη μὲ τὸν πρωθυπουργὸν τῆς Μπιαφραίας. Αἱ σχέσεις μεταξὺ τῶν δύο χωρῶν βελτιοῦνται σημαντικῶς. (427, 341, 619, 414)
article-mitsotakis: ΑΘΗΝΑΙ, 30. — Ὁ ὑπουργὸς συντονισμοῦ κ. Μητσοτάκης ἐδέχθη τὸν πρεσβευτὴν τῆς Γαλλίας, μεθ' οὗ συνεζήτησε θέματα κοινοῦ ἐνδιαφέροντος. (427, 225, 619, 286)
virgin-icon: ♍ (651, 1779, 708, 1832)
kicker-newspapers: ΤΑΚΤΙΚΗ ΑΝΑΚΡΙΣΙΣ ΕΙΣ ΒΑΡΟΣ ΥΠΕΥΘΥΝΩΝ ΕΦΗΜΕΡΙΔΩΝ (444, 529, 602, 569)
article-canadian-soldier: ΑΜΜΟΧΩΣΤΟΣ, 30. (Ἰδ.) — Καναδὸς στρατιώτης τῆς εἰρηνευτικῆς δυνάμεως, ἀποπειραθεὶς νὰ βιάσῃ καμαριέραν τοῦ ξενοδοχείου ὅπου ἐφιλοξενεῖτο, συνελήφθη ὑπὸ τῆς ἀστυνομίας. ΑΜΜΟΧΩΣΤΟΣ, 30. (Ἰδ.) — Καναδὸς στρατιώτης τῆς εἰρηνευτικῆς δυνάμεως, ἀποπειραθεὶς νὰ βιάσῃ καμαριέραν τοῦ ξενοδοχείου ὅπου ἐφιλοξενεῖτο, συνελήφθη ὑπὸ τῆς ἀστυνομίας. (18, 1078, 421, 1139)
headline-canadian-soldier: ΚΑΝΑΔΟΣ ΣΤΡΑΤΙΩΤΗΣ ΕΠΕΧΕΙΡΗΣΕ ΝΑ ΒΙΑΣΗ ΚΥΠΡΙΑΝ ΚΑΜΑΡΙΕΡΑΝ (22, 984, 417, 1029)
headline-mexico-explosion: Ἑκατὸν ἄτομα ἐφονεύθησαν καὶ χωρίον ἐξηφανίσθη ἐκ τῆς ἐκρήξεως πετρελαίου (1222, 501, 1557, 639)
sign-didymoi: ♊ ΔΙΔΥΜΟΙ (431, 1648, 527, 1744)
goat-icon: ♑ (1129, 1341, 1186, 1394)
kicker-mexico: ΕΙΣ ΠΕΡΙΦΕΡΕΙΑΝ ΤΟΥ ΜΕΞΙΚΟΥ (1270, 482, 1509, 498)
